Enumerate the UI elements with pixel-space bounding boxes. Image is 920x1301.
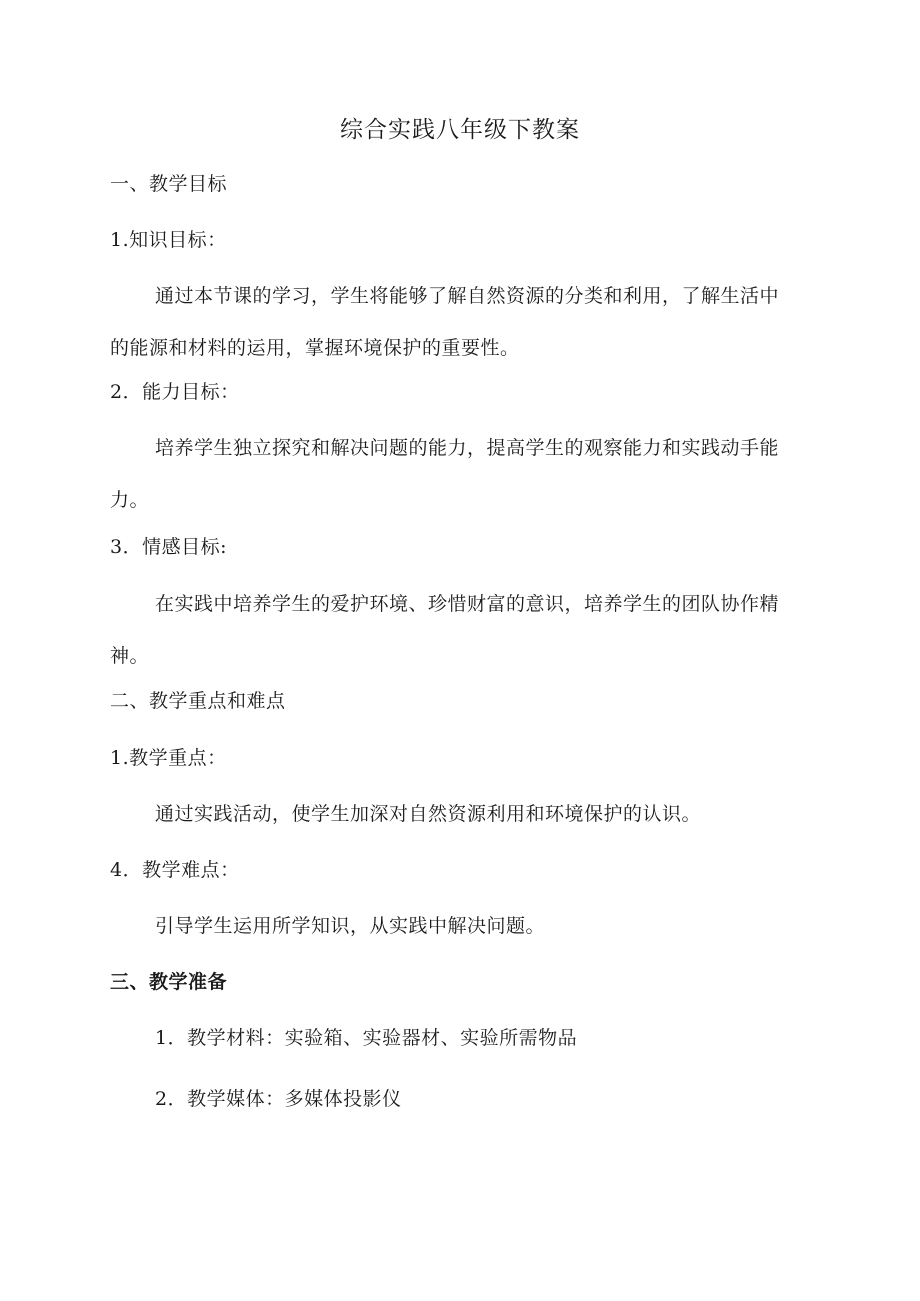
ability-goal-paragraph	[110, 436, 810, 512]
knowledge-goal-label: 1.知识目标：	[110, 229, 227, 251]
emotion-goal-label: 3．情感目标:	[110, 536, 227, 558]
key-point-label: 1.教学重点：	[110, 747, 227, 769]
section-1-heading: 一、教学目标	[110, 173, 228, 195]
teaching-media-item: 2．教学媒体：多媒体投影仪	[155, 1088, 402, 1110]
section-2-heading: 二、教学重点和难点	[110, 690, 286, 712]
difficulty-label: 4．教学难点：	[110, 859, 240, 881]
key-point-text: 通过实践活动，使学生加深对自然资源利用和环境保护的认识。	[155, 803, 702, 825]
knowledge-goal-line-1: 通过本节课的学习，学生将能够了解自然资源的分类和利用，了解生活中	[155, 285, 780, 307]
document-title: 综合实践八年级下教案	[340, 117, 580, 143]
emotion-goal-line-1: 在实践中培养学生的爱护环境、珍惜财富的意识，培养学生的团队协作精	[155, 593, 780, 615]
knowledge-goal-line-2: 的能源和材料的运用，掌握环境保护的重要性。	[110, 337, 520, 359]
ability-goal-label: 2．能力目标：	[110, 381, 240, 403]
emotion-goal-line-2: 神。	[110, 645, 150, 667]
teaching-materials-item: 1．教学材料：实验箱、实验器材、实验所需物品	[155, 1027, 578, 1049]
ability-goal-line-1: 培养学生独立探究和解决问题的能力，提高学生的观察能力和实践动手能	[155, 437, 780, 459]
ability-goal-line-2: 力。	[110, 489, 150, 511]
section-3-heading: 三、教学准备	[110, 971, 228, 993]
emotion-goal-paragraph	[110, 592, 810, 668]
difficulty-text: 引导学生运用所学知识，从实践中解决问题。	[155, 915, 546, 937]
knowledge-goal-paragraph	[110, 284, 810, 360]
